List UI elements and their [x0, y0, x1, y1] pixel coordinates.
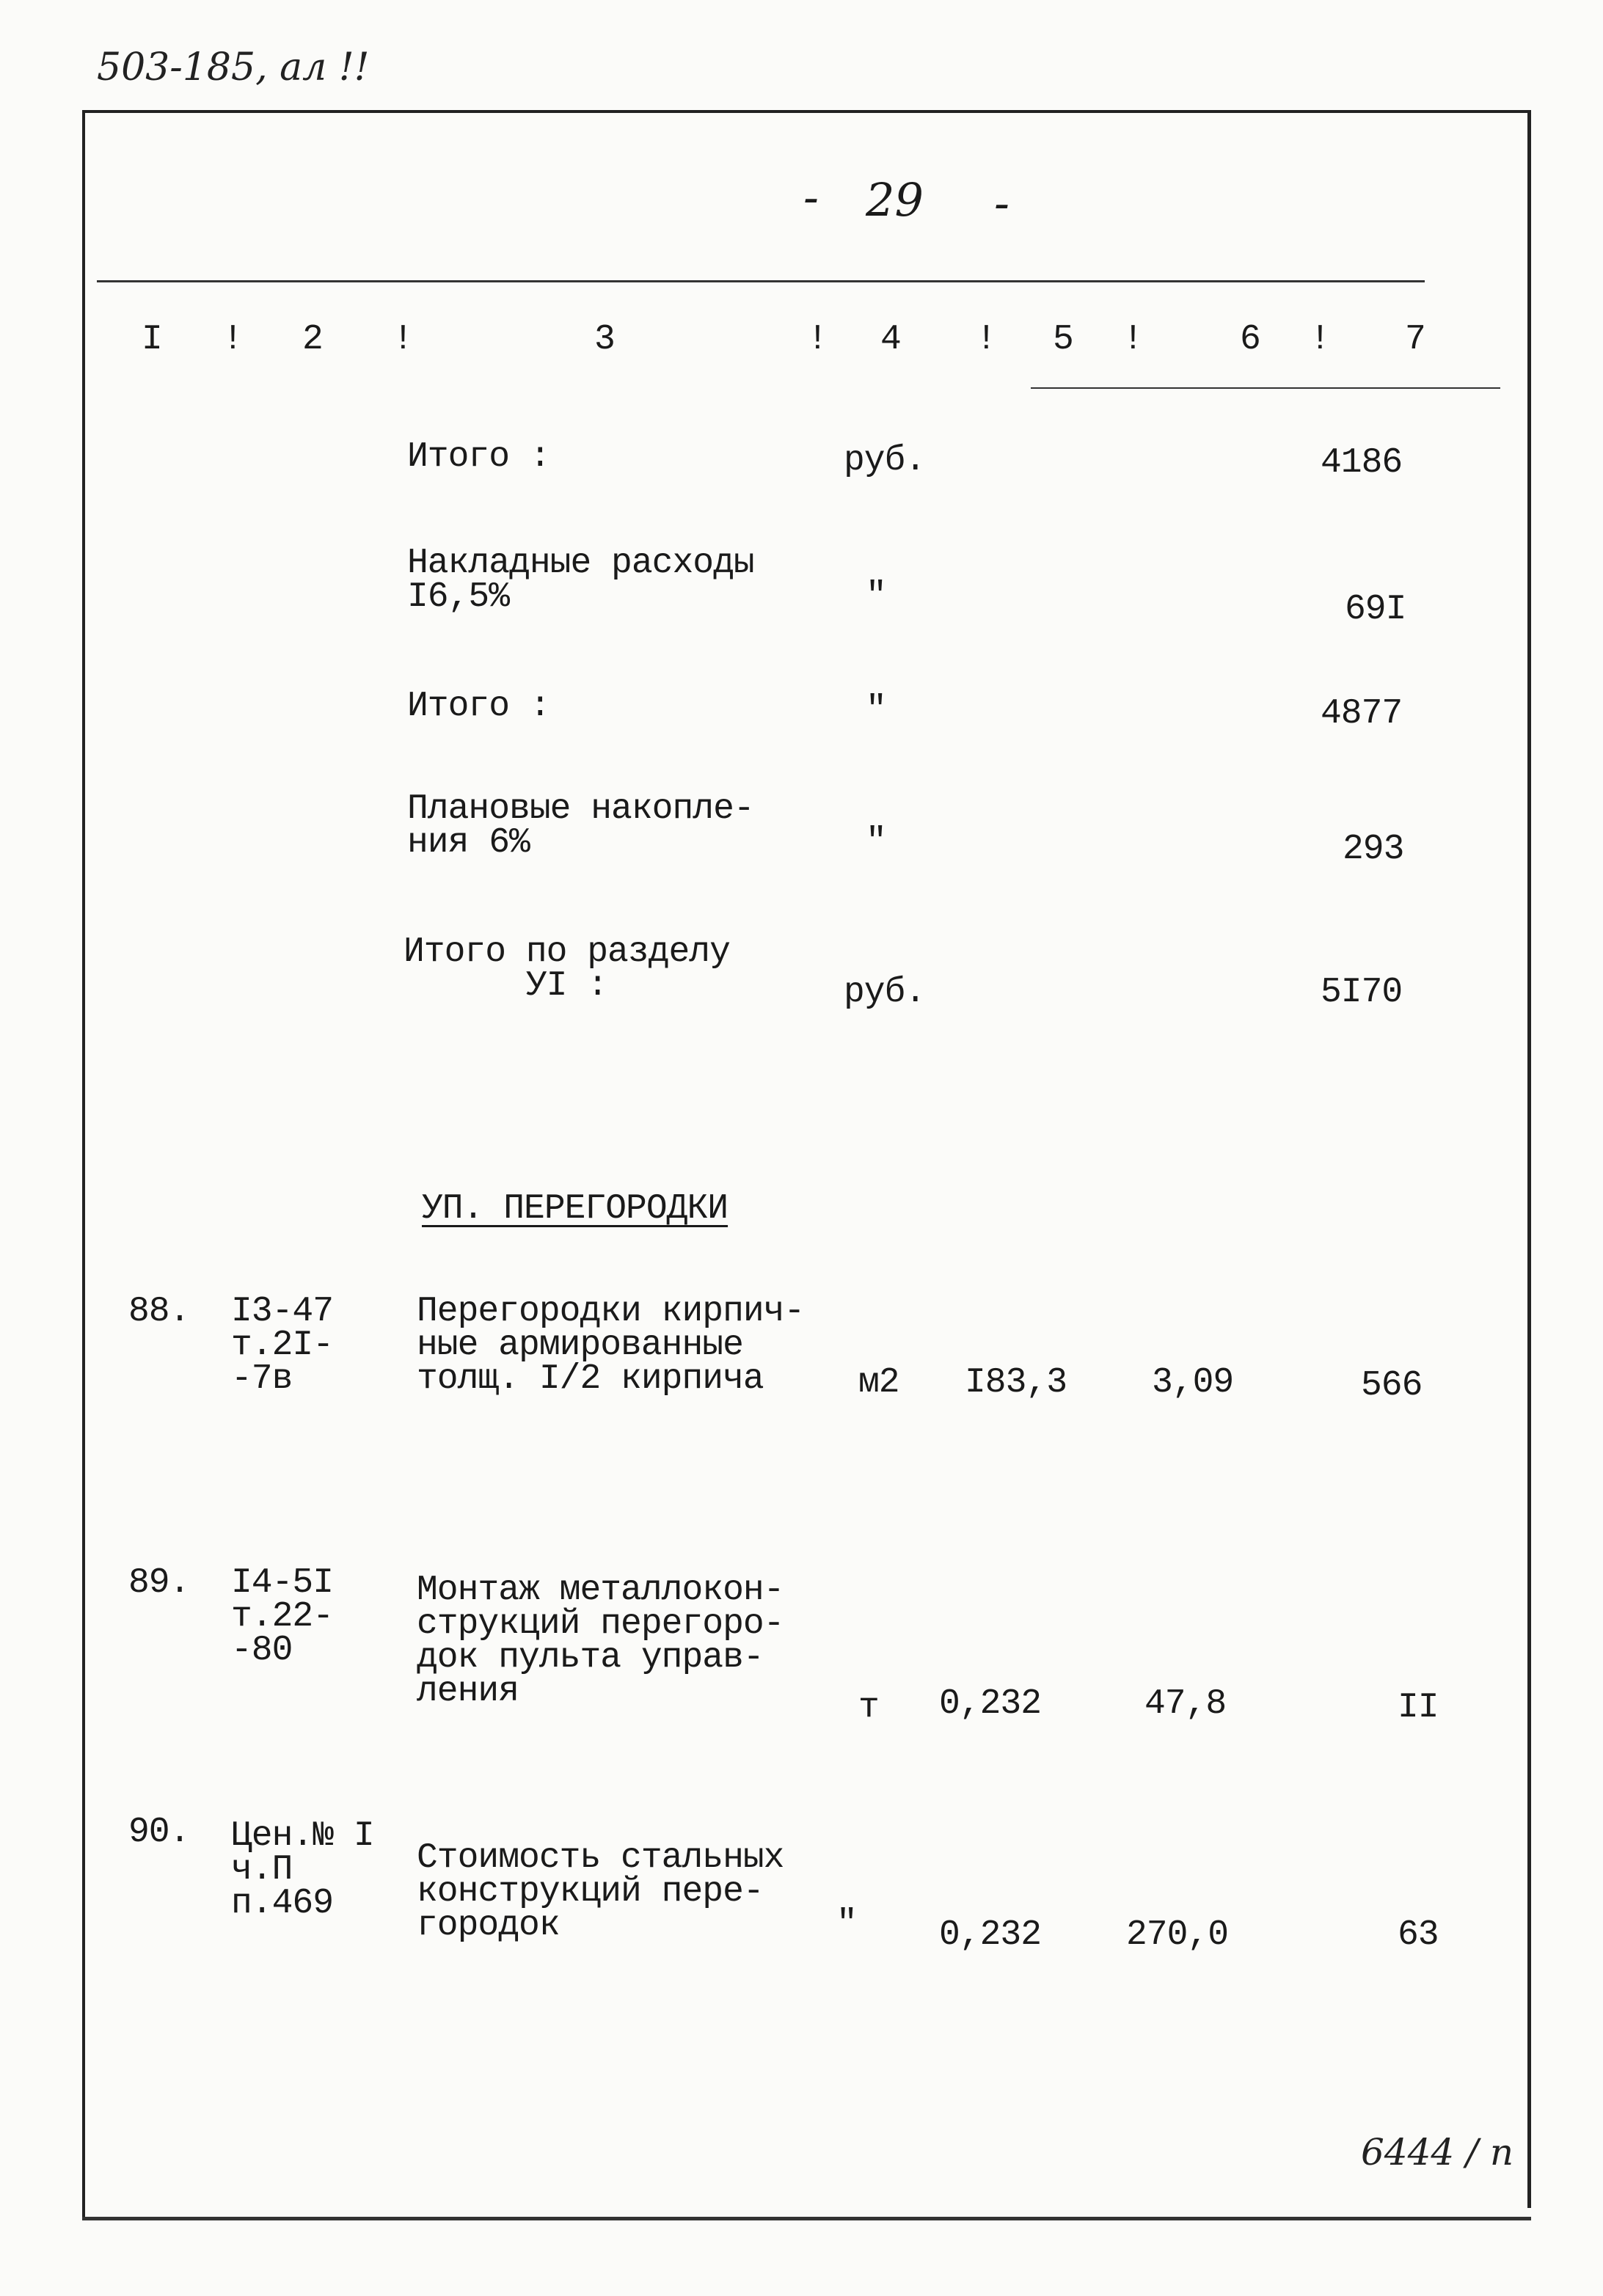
column-separator: ! [1310, 320, 1330, 359]
column-separator: ! [392, 320, 413, 359]
frame-bottom [82, 2217, 1531, 2220]
handwritten-annotation: 6444 / п [1361, 2131, 1514, 2173]
column-header: 7 [1405, 320, 1425, 359]
header-rule-bottom [1031, 387, 1500, 389]
subtotal-label: Накладные расходы I6,5% [407, 544, 754, 617]
item-price: 270,0 [1126, 1915, 1229, 1955]
item-number: 89. [128, 1563, 190, 1603]
subtotal-total: 293 [1343, 830, 1404, 869]
item-total: 63 [1398, 1915, 1439, 1955]
column-separator: ! [976, 320, 996, 359]
item-description: Стоимость стальных конструкций пере- городок [417, 1838, 784, 1945]
item-description: Перегородки кирпич- ные армированные толщ. I/2 кирпича [417, 1292, 805, 1399]
handwritten-annotation: 503-185, ал !! [97, 45, 370, 89]
column-header: 5 [1053, 320, 1073, 359]
frame-left [82, 111, 85, 2220]
column-separator: ! [222, 320, 243, 359]
column-header: 6 [1240, 320, 1260, 359]
subtotal-unit: " [866, 690, 886, 730]
column-header: 3 [594, 320, 615, 359]
item-quantity: I83,3 [965, 1363, 1067, 1403]
frame-right [1527, 110, 1531, 2208]
subtotal-label: Итого по разделу УI : [404, 932, 730, 1006]
column-header: I [142, 320, 162, 359]
item-unit: т [858, 1688, 879, 1728]
item-price: 47,8 [1144, 1684, 1227, 1724]
section-title: УП. ПЕРЕГОРОДКИ [422, 1189, 729, 1229]
item-number: 88. [128, 1292, 190, 1331]
header-rule-top [97, 280, 1425, 282]
item-price: 3,09 [1152, 1363, 1234, 1403]
item-code: I3-47 т.2I- -7в [231, 1292, 334, 1399]
subtotal-total: 4186 [1321, 443, 1403, 483]
item-total: 566 [1361, 1366, 1423, 1405]
subtotal-label: Итого : [407, 687, 550, 726]
page-number-dash-right: - [994, 176, 1009, 230]
subtotal-unit: " [866, 577, 886, 616]
item-quantity: 0,232 [939, 1915, 1042, 1955]
item-unit: " [836, 1904, 857, 1944]
column-header: 4 [880, 320, 901, 359]
subtotal-label: Плановые накопле- ния 6% [407, 789, 754, 863]
item-total: II [1398, 1688, 1439, 1728]
subtotal-total: 5I70 [1321, 973, 1403, 1012]
frame-top [82, 110, 1531, 113]
item-unit: м2 [858, 1363, 899, 1403]
item-code: Цен.№ I ч.П п.469 [231, 1816, 374, 1923]
column-separator: ! [1122, 320, 1143, 359]
item-code: I4-5I т.22- -80 [231, 1563, 334, 1670]
subtotal-unit: руб. [844, 441, 926, 480]
column-separator: ! [807, 320, 828, 359]
subtotal-total: 69I [1345, 590, 1406, 629]
item-number: 90. [128, 1813, 190, 1852]
subtotal-unit: " [866, 822, 886, 862]
subtotal-total: 4877 [1321, 694, 1403, 734]
subtotal-label: Итого : [407, 437, 550, 477]
page-number-dash-left: - [803, 170, 819, 224]
page-number: 29 [866, 173, 924, 227]
subtotal-unit: руб. [844, 973, 926, 1012]
column-header: 2 [302, 320, 323, 359]
item-quantity: 0,232 [939, 1684, 1042, 1724]
item-description: Монтаж металлокон- струкций перегоро- док пульта управ- ления [417, 1571, 784, 1711]
